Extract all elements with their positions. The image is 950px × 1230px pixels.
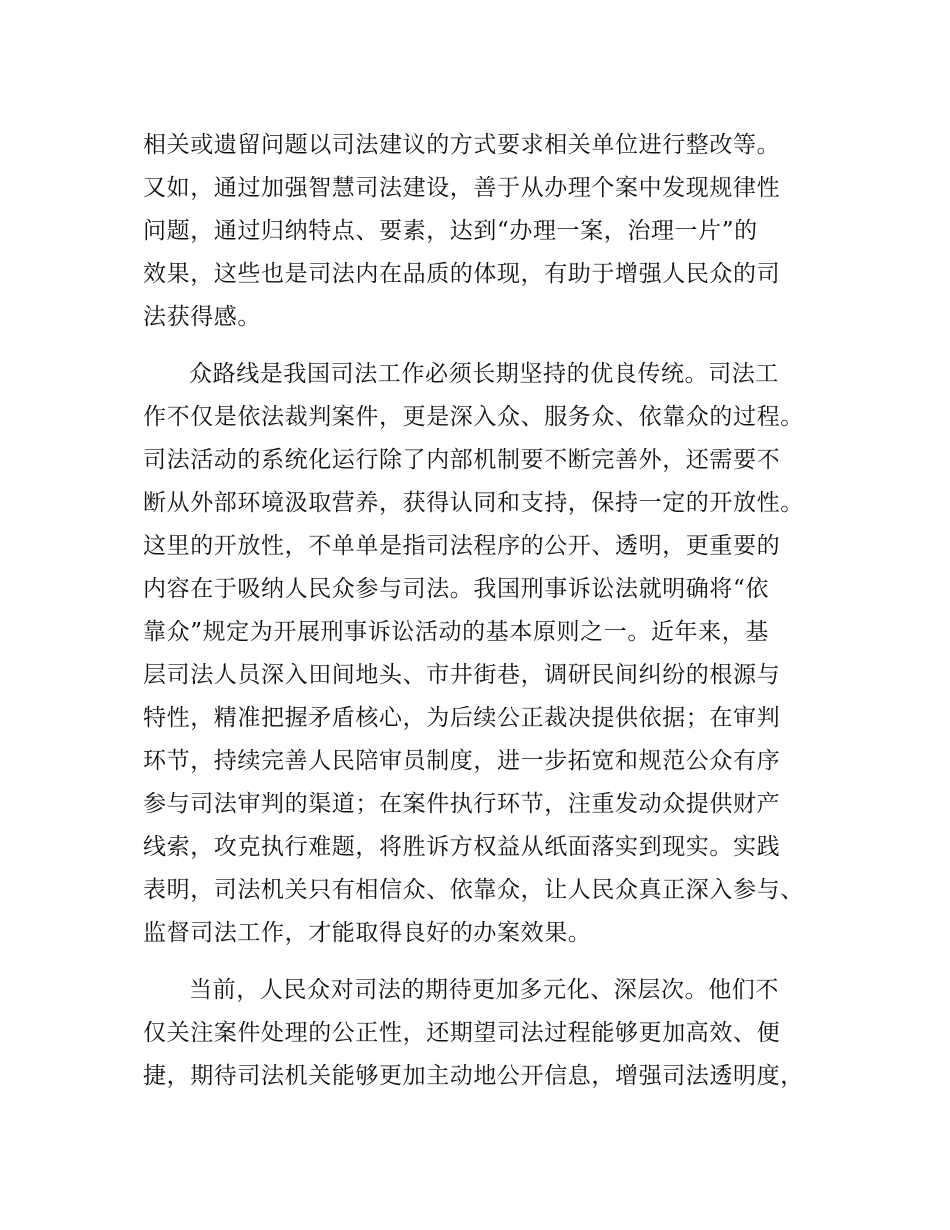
text-line: 捷，期待司法机关能够更加主动地公开信息，增强司法透明度， bbox=[143, 1063, 804, 1089]
text-line: 又如，通过加强智慧司法建设，善于从办理个案中发现规律性 bbox=[143, 175, 781, 201]
paragraph-gap bbox=[143, 339, 823, 353]
text-line: 特性，精准把握矛盾核心，为后续公正裁决提供依据；在审判 bbox=[143, 705, 781, 731]
text-line: 司法活动的系统化运行除了内部机制要不断完善外，还需要不 bbox=[143, 447, 781, 473]
text-line: 问题，通过归纳特点、要素，达到“办理一案，治理一片”的 bbox=[143, 218, 758, 244]
text-line: 这里的开放性，不单单是指司法程序的公开、透明，更重要的 bbox=[143, 533, 781, 559]
text-line: 环节，持续完善人民陪审员制度，进一步拓宽和规范公众有序 bbox=[143, 748, 781, 774]
text-line: 层司法人员深入田间地头、市井街巷，调研民间纠纷的根源与 bbox=[143, 662, 781, 688]
text-line: 当前，人民众对司法的期待更加多元化、深层次。他们不 bbox=[189, 977, 779, 1003]
text-line: 内容在于吸纳人民众参与司法。我国刑事诉讼法就明确将“依 bbox=[143, 576, 769, 602]
text-line: 法获得感。 bbox=[143, 304, 261, 330]
text-line: 相关或遗留问题以司法建议的方式要求相关单位进行整改等。 bbox=[143, 132, 781, 158]
paragraph-gap bbox=[143, 955, 823, 969]
text-line: 线索，攻克执行难题，将胜诉方权益从纸面落实到现实。实践 bbox=[143, 834, 781, 860]
text-line: 仅关注案件处理的公正性，还期望司法过程能够更加高效、便 bbox=[143, 1020, 781, 1046]
text-line: 作不仅是依法裁判案件，更是深入众、服务众、依靠众的过程。 bbox=[143, 404, 804, 430]
text-line: 参与司法审判的渠道；在案件执行环节，注重发动众提供财产 bbox=[143, 791, 781, 817]
text-line: 表明，司法机关只有相信众、依靠众，让人民众真正深入参与、 bbox=[143, 877, 804, 903]
text-line: 断从外部环境汲取营养，获得认同和支持，保持一定的开放性。 bbox=[143, 490, 804, 516]
text-line: 靠众”规定为开展刑事诉讼活动的基本原则之一。近年来，基 bbox=[143, 619, 769, 645]
text-line: 监督司法工作，才能取得良好的办案效果。 bbox=[143, 920, 592, 946]
text-line: 效果，这些也是司法内在品质的体现，有助于增强人民众的司 bbox=[143, 261, 781, 287]
text-line: 众路线是我国司法工作必须长期坚持的优良传统。司法工 bbox=[189, 361, 779, 387]
body-text bbox=[143, 124, 823, 1098]
